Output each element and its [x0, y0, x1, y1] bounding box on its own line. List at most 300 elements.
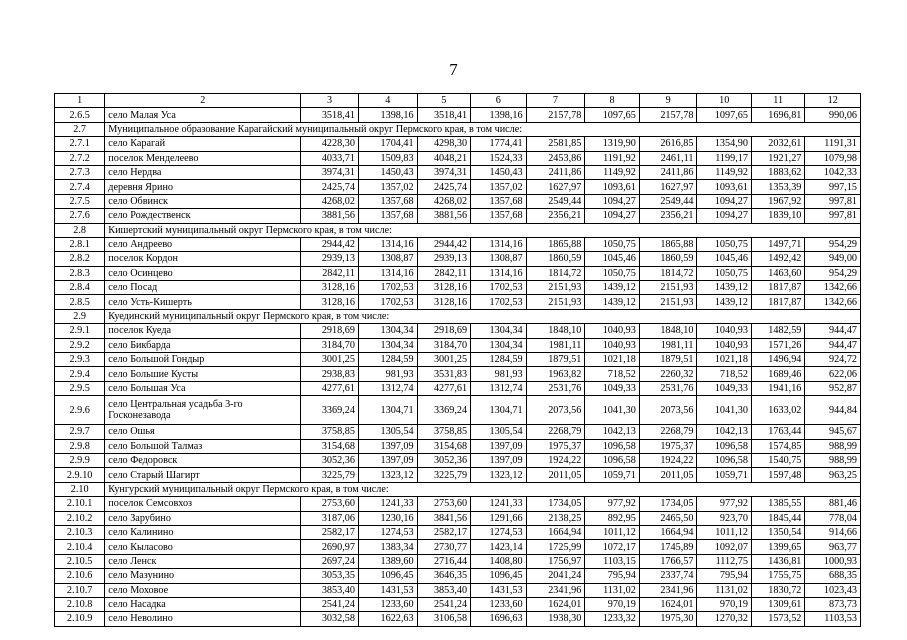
value-cell: 981,93 — [471, 367, 527, 381]
value-cell: 1131,02 — [697, 583, 752, 597]
value-cell: 1839,10 — [751, 209, 804, 223]
value-cell: 2730,77 — [417, 540, 470, 554]
value-cell: 2425,74 — [417, 180, 470, 194]
settlement-name: село Рождественск — [105, 209, 301, 223]
value-cell: 1312,74 — [358, 381, 417, 395]
row-number: 2.9.8 — [55, 439, 105, 453]
value-cell: 2268,79 — [526, 425, 585, 439]
value-cell: 1745,89 — [639, 540, 697, 554]
table-row — [55, 180, 861, 194]
value-cell: 1284,59 — [471, 353, 527, 367]
value-cell: 1497,71 — [751, 237, 804, 251]
value-cell: 2337,74 — [639, 569, 697, 583]
page-number: 7 — [449, 60, 458, 79]
value-cell: 1492,42 — [751, 252, 804, 266]
value-cell: 1041,30 — [697, 396, 752, 425]
value-cell: 1103,53 — [805, 612, 861, 626]
value-cell: 970,19 — [697, 597, 752, 611]
value-cell: 1975,37 — [639, 439, 697, 453]
value-cell: 1304,34 — [471, 338, 527, 352]
table-row — [55, 396, 861, 425]
value-cell: 1385,55 — [751, 497, 804, 511]
row-number: 2.7.5 — [55, 194, 105, 208]
row-number: 2.9.9 — [55, 453, 105, 467]
value-cell: 2157,78 — [526, 108, 585, 122]
value-cell: 4268,02 — [301, 194, 359, 208]
value-cell: 1094,27 — [697, 209, 752, 223]
value-cell: 2425,74 — [301, 180, 359, 194]
table-row — [55, 425, 861, 439]
settlement-name: село Насадка — [105, 597, 301, 611]
value-cell: 1397,09 — [358, 453, 417, 467]
value-cell: 2541,24 — [417, 597, 470, 611]
table-row — [55, 612, 861, 626]
value-cell: 1096,58 — [697, 453, 752, 467]
column-header: 7 — [526, 94, 585, 108]
value-cell: 1734,05 — [639, 497, 697, 511]
value-cell: 1308,87 — [471, 252, 527, 266]
row-number: 2.8 — [55, 223, 105, 237]
table-row — [55, 525, 861, 539]
value-cell: 2157,78 — [639, 108, 697, 122]
value-cell: 3881,56 — [301, 209, 359, 223]
value-cell: 3853,40 — [417, 583, 470, 597]
row-number: 2.10.2 — [55, 511, 105, 525]
value-cell: 1938,30 — [526, 612, 585, 626]
value-cell: 963,25 — [805, 468, 861, 482]
value-cell: 2411,86 — [526, 165, 585, 179]
row-number: 2.10.1 — [55, 497, 105, 511]
value-cell: 1049,33 — [585, 381, 640, 395]
value-cell: 1398,16 — [471, 108, 527, 122]
value-cell: 1817,87 — [751, 295, 804, 309]
value-cell: 1233,32 — [585, 612, 640, 626]
column-header: 11 — [751, 94, 804, 108]
value-cell: 1304,34 — [471, 324, 527, 338]
value-cell: 1040,93 — [697, 338, 752, 352]
table-row — [55, 266, 861, 280]
value-cell: 2918,69 — [417, 324, 470, 338]
value-cell: 718,52 — [585, 367, 640, 381]
value-cell: 1704,41 — [358, 137, 417, 151]
value-cell: 1357,68 — [358, 194, 417, 208]
value-cell: 2939,13 — [417, 252, 470, 266]
value-cell: 3853,40 — [301, 583, 359, 597]
value-cell: 1094,27 — [697, 194, 752, 208]
value-cell: 4268,02 — [417, 194, 470, 208]
group-row — [55, 122, 861, 136]
value-cell: 1011,12 — [585, 525, 640, 539]
row-number: 2.9.7 — [55, 425, 105, 439]
table-row — [55, 453, 861, 467]
value-cell: 3531,83 — [417, 367, 470, 381]
value-cell: 1319,90 — [585, 137, 640, 151]
value-cell: 2011,05 — [639, 468, 697, 482]
value-cell: 2541,24 — [301, 597, 359, 611]
value-cell: 1314,16 — [471, 266, 527, 280]
value-cell: 945,67 — [805, 425, 861, 439]
value-cell: 3184,70 — [301, 338, 359, 352]
column-header: 3 — [301, 94, 359, 108]
table-row — [55, 381, 861, 395]
value-cell: 1389,60 — [358, 554, 417, 568]
value-cell: 1696,81 — [751, 108, 804, 122]
value-cell: 1397,09 — [471, 439, 527, 453]
value-cell: 2341,96 — [526, 583, 585, 597]
column-header: 2 — [105, 94, 301, 108]
value-cell: 1045,46 — [697, 252, 752, 266]
settlement-name: село Мазунино — [105, 569, 301, 583]
value-cell: 3052,36 — [417, 453, 470, 467]
value-cell: 914,66 — [805, 525, 861, 539]
value-cell: 1021,18 — [585, 353, 640, 367]
value-cell: 1323,12 — [358, 468, 417, 482]
settlement-name: село Большой Талмаз — [105, 439, 301, 453]
table-row — [55, 209, 861, 223]
settlement-name: село Обвинск — [105, 194, 301, 208]
value-cell: 3646,35 — [417, 569, 470, 583]
row-number: 2.8.1 — [55, 237, 105, 251]
value-cell: 1191,92 — [585, 151, 640, 165]
value-cell: 1883,62 — [751, 165, 804, 179]
row-number: 2.8.3 — [55, 266, 105, 280]
value-cell: 2582,17 — [417, 525, 470, 539]
value-cell: 2073,56 — [526, 396, 585, 425]
value-cell: 1921,27 — [751, 151, 804, 165]
row-number: 2.10.6 — [55, 569, 105, 583]
value-cell: 1524,33 — [471, 151, 527, 165]
value-cell: 1040,93 — [585, 338, 640, 352]
value-cell: 1097,65 — [585, 108, 640, 122]
value-cell: 3974,31 — [417, 165, 470, 179]
value-cell: 2549,44 — [639, 194, 697, 208]
table-row — [55, 497, 861, 511]
value-cell: 1000,93 — [805, 554, 861, 568]
value-cell: 1817,87 — [751, 281, 804, 295]
settlement-name: село Большие Кусты — [105, 367, 301, 381]
value-cell: 3106,58 — [417, 612, 470, 626]
value-cell: 1041,30 — [585, 396, 640, 425]
row-number: 2.10.7 — [55, 583, 105, 597]
value-cell: 924,72 — [805, 353, 861, 367]
value-cell: 4228,30 — [301, 137, 359, 151]
value-cell: 2938,83 — [301, 367, 359, 381]
value-cell: 1304,34 — [358, 324, 417, 338]
value-cell: 622,06 — [805, 367, 861, 381]
value-cell: 881,46 — [805, 497, 861, 511]
value-cell: 1011,12 — [697, 525, 752, 539]
header-row — [55, 94, 861, 108]
value-cell: 1096,45 — [358, 569, 417, 583]
table-row — [55, 511, 861, 525]
value-cell: 1059,71 — [585, 468, 640, 482]
row-number: 2.8.4 — [55, 281, 105, 295]
value-cell: 1702,53 — [358, 281, 417, 295]
value-cell: 1482,59 — [751, 324, 804, 338]
table-row — [55, 194, 861, 208]
value-cell: 1879,51 — [526, 353, 585, 367]
value-cell: 1093,61 — [697, 180, 752, 194]
row-number: 2.9.10 — [55, 468, 105, 482]
value-cell: 977,92 — [585, 497, 640, 511]
value-cell: 949,00 — [805, 252, 861, 266]
value-cell: 1845,44 — [751, 511, 804, 525]
value-cell: 3187,06 — [301, 511, 359, 525]
column-header: 8 — [585, 94, 640, 108]
group-row — [55, 309, 861, 323]
value-cell: 2151,93 — [526, 295, 585, 309]
value-cell: 2461,11 — [639, 151, 697, 165]
value-cell: 1308,87 — [358, 252, 417, 266]
value-cell: 2842,11 — [417, 266, 470, 280]
value-cell: 1702,53 — [358, 295, 417, 309]
value-cell: 977,92 — [697, 497, 752, 511]
value-cell: 1233,60 — [358, 597, 417, 611]
table-row — [55, 597, 861, 611]
value-cell: 1734,05 — [526, 497, 585, 511]
value-cell: 1357,02 — [471, 180, 527, 194]
value-cell: 1509,83 — [358, 151, 417, 165]
group-title: Куединский муниципальный округ Пермского края, в том числе: — [105, 309, 861, 323]
value-cell: 2581,85 — [526, 137, 585, 151]
settlement-name: поселок Менделеево — [105, 151, 301, 165]
value-cell: 1021,18 — [697, 353, 752, 367]
value-cell: 2582,17 — [301, 525, 359, 539]
table-row — [55, 252, 861, 266]
value-cell: 3128,16 — [417, 295, 470, 309]
value-cell: 3184,70 — [417, 338, 470, 352]
value-cell: 1314,16 — [358, 237, 417, 251]
value-cell: 2716,44 — [417, 554, 470, 568]
value-cell: 1072,17 — [585, 540, 640, 554]
value-cell: 1045,46 — [585, 252, 640, 266]
value-cell: 997,81 — [805, 194, 861, 208]
value-cell: 3032,58 — [301, 612, 359, 626]
table-row — [55, 324, 861, 338]
value-cell: 3369,24 — [417, 396, 470, 425]
value-cell: 944,84 — [805, 396, 861, 425]
value-cell: 718,52 — [697, 367, 752, 381]
value-cell: 1450,43 — [471, 165, 527, 179]
column-header: 12 — [805, 94, 861, 108]
value-cell: 1981,11 — [639, 338, 697, 352]
value-cell: 1199,17 — [697, 151, 752, 165]
value-cell: 3225,79 — [301, 468, 359, 482]
value-cell: 2918,69 — [301, 324, 359, 338]
value-cell: 4277,61 — [417, 381, 470, 395]
value-cell: 3518,41 — [417, 108, 470, 122]
value-cell: 1975,37 — [526, 439, 585, 453]
table-row — [55, 137, 861, 151]
value-cell: 1149,92 — [697, 165, 752, 179]
value-cell: 1879,51 — [639, 353, 697, 367]
value-cell: 2531,76 — [639, 381, 697, 395]
value-cell: 1397,09 — [471, 453, 527, 467]
settlement-name: село Старый Шагирт — [105, 468, 301, 482]
value-cell: 1284,59 — [358, 353, 417, 367]
value-cell: 1050,75 — [697, 237, 752, 251]
value-cell: 1755,75 — [751, 569, 804, 583]
value-cell: 2842,11 — [301, 266, 359, 280]
value-cell: 4033,71 — [301, 151, 359, 165]
value-cell: 1241,33 — [358, 497, 417, 511]
value-cell: 1725,99 — [526, 540, 585, 554]
value-cell: 3974,31 — [301, 165, 359, 179]
settlement-name: село Зарубино — [105, 511, 301, 525]
value-cell: 954,29 — [805, 266, 861, 280]
column-header: 6 — [471, 94, 527, 108]
value-cell: 1763,44 — [751, 425, 804, 439]
value-cell: 1865,88 — [526, 237, 585, 251]
settlement-name: село Большой Гондыр — [105, 353, 301, 367]
value-cell: 923,70 — [697, 511, 752, 525]
settlement-name: село Моховое — [105, 583, 301, 597]
value-cell: 1496,94 — [751, 353, 804, 367]
value-cell: 1049,33 — [697, 381, 752, 395]
value-cell: 1941,16 — [751, 381, 804, 395]
value-cell: 1431,53 — [358, 583, 417, 597]
value-cell: 1981,11 — [526, 338, 585, 352]
value-cell: 981,93 — [358, 367, 417, 381]
value-cell: 2549,44 — [526, 194, 585, 208]
row-number: 2.10 — [55, 482, 105, 496]
value-cell: 1291,66 — [471, 511, 527, 525]
value-cell: 963,77 — [805, 540, 861, 554]
value-cell: 1023,43 — [805, 583, 861, 597]
value-cell: 1848,10 — [639, 324, 697, 338]
value-cell: 1975,30 — [639, 612, 697, 626]
row-number: 2.10.3 — [55, 525, 105, 539]
value-cell: 1689,46 — [751, 367, 804, 381]
value-cell: 1633,02 — [751, 396, 804, 425]
value-cell: 988,99 — [805, 453, 861, 467]
value-cell: 1357,02 — [358, 180, 417, 194]
value-cell: 2465,50 — [639, 511, 697, 525]
row-number: 2.9.2 — [55, 338, 105, 352]
value-cell: 1050,75 — [585, 237, 640, 251]
value-cell: 2411,86 — [639, 165, 697, 179]
column-header: 9 — [639, 94, 697, 108]
value-cell: 1573,52 — [751, 612, 804, 626]
value-cell: 1304,34 — [358, 338, 417, 352]
value-cell: 1924,22 — [526, 453, 585, 467]
value-cell: 997,81 — [805, 209, 861, 223]
value-cell: 1774,41 — [471, 137, 527, 151]
value-cell: 2151,93 — [526, 281, 585, 295]
table-row — [55, 540, 861, 554]
value-cell: 2753,60 — [301, 497, 359, 511]
value-cell: 3518,41 — [301, 108, 359, 122]
table-row — [55, 295, 861, 309]
value-cell: 952,87 — [805, 381, 861, 395]
value-cell: 2341,96 — [639, 583, 697, 597]
value-cell: 1230,16 — [358, 511, 417, 525]
value-cell: 1233,60 — [471, 597, 527, 611]
value-cell: 1814,72 — [526, 266, 585, 280]
value-cell: 1096,58 — [585, 453, 640, 467]
value-cell: 2032,61 — [751, 137, 804, 151]
value-cell: 2011,05 — [526, 468, 585, 482]
table-row — [55, 108, 861, 122]
value-cell: 2944,42 — [417, 237, 470, 251]
value-cell: 873,73 — [805, 597, 861, 611]
value-cell: 1314,16 — [358, 266, 417, 280]
row-number: 2.9.6 — [55, 396, 105, 425]
value-cell: 2151,93 — [639, 281, 697, 295]
group-title: Кунгурский муниципальный округ Пермского края, в том числе: — [105, 482, 861, 496]
value-cell: 1274,53 — [358, 525, 417, 539]
column-header: 10 — [697, 94, 752, 108]
settlement-name: село Ошья — [105, 425, 301, 439]
settlement-name: поселок Семсовхоз — [105, 497, 301, 511]
value-cell: 1383,34 — [358, 540, 417, 554]
value-cell: 1622,63 — [358, 612, 417, 626]
value-cell: 1305,54 — [471, 425, 527, 439]
row-number: 2.9.3 — [55, 353, 105, 367]
column-header: 4 — [358, 94, 417, 108]
row-number: 2.7 — [55, 122, 105, 136]
value-cell: 1624,01 — [526, 597, 585, 611]
value-cell: 3758,85 — [417, 425, 470, 439]
value-cell: 3128,16 — [301, 281, 359, 295]
value-cell: 2356,21 — [526, 209, 585, 223]
table-row — [55, 281, 861, 295]
row-number: 2.7.3 — [55, 165, 105, 179]
value-cell: 1357,68 — [358, 209, 417, 223]
settlement-name: поселок Куеда — [105, 324, 301, 338]
value-cell: 3154,68 — [301, 439, 359, 453]
settlement-name: село Федоровск — [105, 453, 301, 467]
row-number: 2.7.6 — [55, 209, 105, 223]
value-cell: 1042,33 — [805, 165, 861, 179]
value-cell: 3001,25 — [301, 353, 359, 367]
value-cell: 1094,27 — [585, 194, 640, 208]
value-cell: 1439,12 — [585, 295, 640, 309]
group-row — [55, 223, 861, 237]
value-cell: 1664,94 — [526, 525, 585, 539]
value-cell: 1040,93 — [585, 324, 640, 338]
value-cell: 1342,66 — [805, 295, 861, 309]
table-row — [55, 569, 861, 583]
table-row — [55, 583, 861, 597]
value-cell: 1627,97 — [639, 180, 697, 194]
table-row — [55, 468, 861, 482]
value-cell: 1241,33 — [471, 497, 527, 511]
value-cell: 1696,63 — [471, 612, 527, 626]
value-cell: 2151,93 — [639, 295, 697, 309]
value-cell: 795,94 — [697, 569, 752, 583]
value-cell: 1439,12 — [585, 281, 640, 295]
value-cell: 1439,12 — [697, 281, 752, 295]
value-cell: 1270,32 — [697, 612, 752, 626]
settlement-name: село Усть-Кишерть — [105, 295, 301, 309]
value-cell: 1830,72 — [751, 583, 804, 597]
value-cell: 3841,56 — [417, 511, 470, 525]
table-row — [55, 554, 861, 568]
value-cell: 1865,88 — [639, 237, 697, 251]
value-cell: 997,15 — [805, 180, 861, 194]
value-cell: 944,47 — [805, 324, 861, 338]
value-cell: 1436,81 — [751, 554, 804, 568]
value-cell: 944,47 — [805, 338, 861, 352]
value-cell: 1353,39 — [751, 180, 804, 194]
column-header: 1 — [55, 94, 105, 108]
value-cell: 1050,75 — [585, 266, 640, 280]
value-cell: 4277,61 — [301, 381, 359, 395]
value-cell: 1702,53 — [471, 281, 527, 295]
value-cell: 1094,27 — [585, 209, 640, 223]
value-cell: 3052,36 — [301, 453, 359, 467]
